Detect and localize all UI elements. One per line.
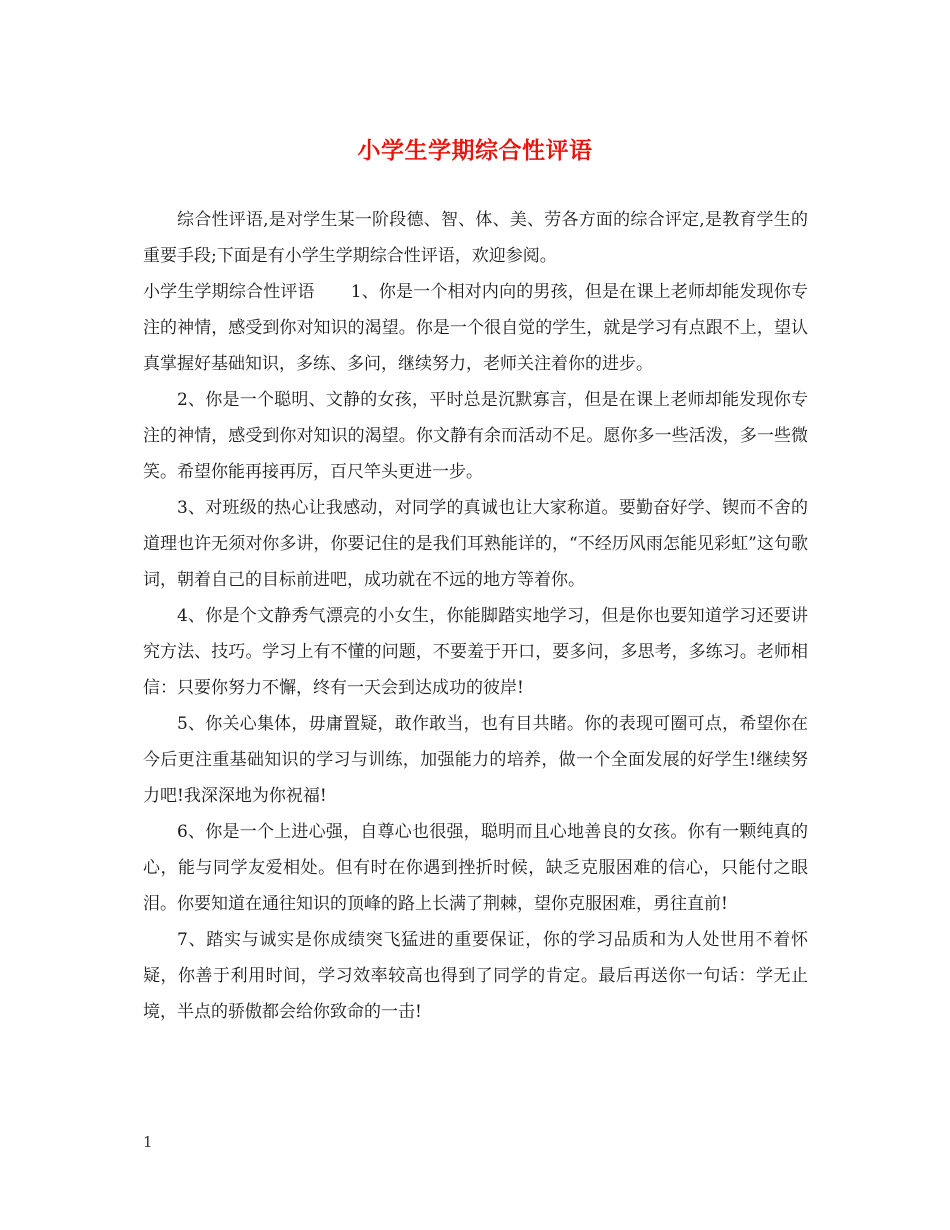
paragraph-7: 7、踏实与诚实是你成绩突飞猛进的重要保证，你的学习品质和为人处世用不着怀疑，你善于利用时间，学习效率较高也得到了同学的肯定。最后再送你一句话：学无止境，半点的骄傲都会给你致命的一击! — [143, 930, 808, 1022]
paragraph-6: 6、你是一个上进心强，自尊心也很强，聪明而且心地善良的女孩。你有一颗纯真的心，能与同学友爱相处。但有时在你遇到挫折时候，缺乏克服困难的信心，只能付之眼泪。你要知道在通往知识的顶峰的路上长满了荆棘，望你克服困难，勇往直前! — [143, 822, 808, 914]
document-body — [143, 202, 808, 1030]
paragraph-5: 5、你关心集体，毋庸置疑，敢作敢当，也有目共睹。你的表现可圈可点，希望你在今后更注重基础知识的学习与训练，加强能力的培养，做一个全面发展的好学生!继续努力吧!我深深地为你祝福! — [143, 714, 808, 806]
section-heading: 小学生学期综合性评语 — [143, 282, 315, 302]
page-number: 1 — [143, 1133, 153, 1151]
paragraph-2: 2、你是一个聪明、文静的女孩，平时总是沉默寡言，但是在课上老师却能发现你专注的神情，感受到你对知识的渴望。你文静有余而活动不足。愿你多一些活泼，多一些微笑。希望你能再接再厉，百尺竿头更进一步。 — [143, 390, 808, 482]
intro-paragraph: 综合性评语,是对学生某一阶段德、智、体、美、劳各方面的综合评定,是教育学生的重要手段;下面是有小学生学期综合性评语，欢迎参阅。 — [143, 210, 808, 266]
paragraph-3: 3、对班级的热心让我感动，对同学的真诚也让大家称道。要勤奋好学、锲而不舍的道理也许无须对你多讲，你要记住的是我们耳熟能详的，“不经历风雨怎能见彩虹”这句歌词，朝着自己的目标前进吧，成功就在不远的地方等着你。 — [143, 498, 808, 590]
document-title: 小学生学期综合性评语 — [357, 137, 593, 164]
paragraph-4: 4、你是个文静秀气漂亮的小女生，你能脚踏实地学习，但是你也要知道学习还要讲究方法、技巧。学习上有不懂的问题，不要羞于开口，要多问，多思考，多练习。老师相信：只要你努力不懈，终有一天会到达成功的彼岸! — [143, 606, 808, 698]
paragraph-1-text: 1、你是一个相对内向的男孩，但是在课上老师却能发现你专注的神情，感受到你对知识的渴望。你是一个很自觉的学生，就是学习有点跟不上，望认真掌握好基础知识，多练、多问，继续努力，老师关注着你的进步。 — [143, 282, 808, 374]
paragraph-1 — [143, 274, 808, 382]
